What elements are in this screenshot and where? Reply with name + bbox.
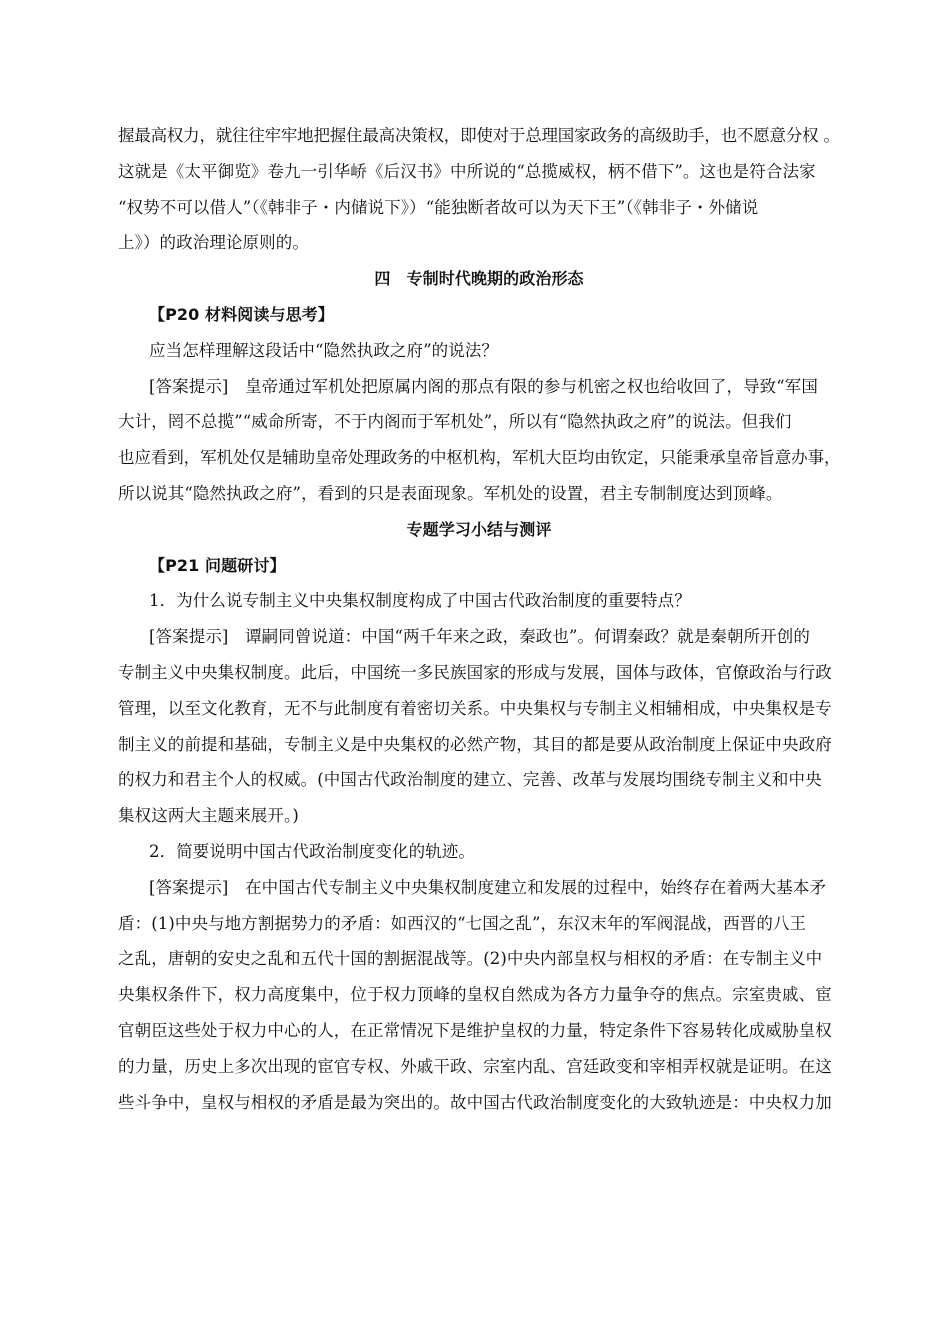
paragraph-line: 1．为什么说专制主义中央集权制度构成了中国古代政治制度的重要特点？ [149,591,691,611]
paragraph-line: 大计，罔不总揽”“威命所寄，不于内阁而于军机处”，所以有“隐然执政之府”的说法。但我们 [118,412,792,432]
paragraph-line: 之乱，唐朝的安史之乱和五代十国的割据混战等。(2)中央内部皇权与相权的矛盾：在专制主义中 [118,949,823,969]
paragraph-line: 些斗争中，皇权与相权的矛盾是最为突出的。故中国古代政治制度变化的大致轨迹是：中央权力加 [118,1092,832,1112]
paragraph-line: 的权力和君主个人的权威。(中国古代政治制度的建立、完善、改革与发展均围绕专制主义和中央 [118,770,822,790]
paragraph-line: 也应看到，军机处仅是辅助皇帝处理政务的中枢机构，军机大臣均由钦定，只能秉承皇帝旨意办事， [118,448,841,468]
section-heading: 四 专制时代晚期的政治形态 [374,269,584,289]
paragraph-line: 应当怎样理解这段话中“隐然执政之府”的说法？ [149,340,499,360]
paragraph-line: [答案提示] 皇帝通过军机处把原属内阁的那点有限的参与机密之权也给收回了，导致“军国 [149,376,819,396]
paragraph-line: 专制主义中央集权制度。此后，中国统一多民族国家的形成与发展，国体与政体，官僚政治与行政 [118,662,832,682]
paragraph-line: 所以说其“隐然执政之府”，看到的只是表面现象。军机处的设置，君主专制制度达到顶峰。 [118,483,783,503]
section-label: 【P21 问题研讨】 [149,555,286,575]
paragraph-line: 上》）的政治理论原则的。 [118,233,309,253]
paragraph-line: 管理，以至文化教育，无不与此制度有着密切关系。中央集权与专制主义相辅相成，中央集权是专 [118,698,832,718]
paragraph-line: 官朝臣这些处于权力中心的人，在正常情况下是维护皇权的力量，特定条件下容易转化成威胁皇权 [118,1020,832,1040]
paragraph-line: 2．简要说明中国古代政治制度变化的轨迹。 [149,841,475,861]
paragraph-line: “权势不可以借人”（《韩非子・内储说下》）“能独断者故可以为天下王”（《韩非子・外储说 [118,197,759,217]
paragraph-line: 握最高权力，就往往牢牢地把握住最高决策权，即使对于总理国家政务的高级助手，也不愿意分权 。 [118,126,840,145]
document-body [118,118,840,1120]
paragraph-line: 的力量，历史上多次出现的宦官专权、外戚干政、宗室内乱、宫廷政变和宰相弄权就是证明。在这 [118,1056,832,1076]
paragraph-line: 这就是《太平御览》卷九一引华峤《后汉书》中所说的“总揽威权，柄不借下”。这也是符合法家 [118,161,816,181]
paragraph-line: 集权这两大主题来展开。) [118,806,299,826]
section-heading: 专题学习小结与测评 [406,519,552,539]
section-label: 【P20 材料阅读与思考】 [149,304,334,324]
paragraph-line: 央集权条件下，权力高度集中，位于权力顶峰的皇权自然成为各方力量争夺的焦点。宗室贵戚、宦 [118,985,832,1005]
paragraph-line: [答案提示] 在中国古代专制主义中央集权制度建立和发展的过程中，始终存在着两大基本矛 [149,877,827,897]
paragraph-line: 制主义的前提和基础，专制主义是中央集权的必然产物，其目的都是要从政治制度上保证中央政府 [118,734,832,754]
paragraph-line: 盾：(1)中央与地方割据势力的矛盾：如西汉的“七国之乱”，东汉末年的军阀混战，西晋的八王 [118,913,807,933]
paragraph-line: [答案提示] 谭嗣同曾说道：中国“两千年来之政，秦政也”。何谓秦政？就是秦朝所开创的 [149,627,810,647]
